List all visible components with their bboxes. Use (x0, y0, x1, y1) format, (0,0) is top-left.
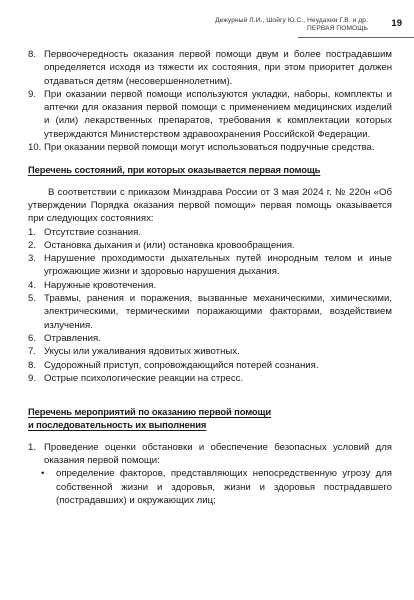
list-item-number: 9. (28, 372, 37, 384)
list-item-number: 6. (28, 332, 37, 344)
list-item (28, 252, 392, 279)
header-rule (298, 37, 414, 38)
list-item (28, 332, 392, 345)
section-heading-line: и последовательность их выполнения (28, 419, 207, 431)
list-item-text: Судорожный приступ, сопровождающийся потерей сознания. (44, 359, 319, 371)
list-item-text: При оказании первой помощи используются укладки, наборы, комплекты и аптечки для оказания первой помощи с применением медицинских изделий и (или) лекарственных препаратов, требования к комплектации которых утверждаются Министерством здравоохранения Российской Федерации. (44, 88, 392, 140)
list-item-text: Отсутствие сознания. (44, 226, 141, 238)
list-item (28, 239, 392, 252)
list-item (28, 372, 392, 385)
running-head-title: ПЕРВАЯ ПОМОЩЬ (306, 25, 368, 33)
list-item (28, 226, 392, 239)
list-item-text: Нарушение проходимости дыхательных путей инородным телом и иные угрожающие жизни и здоровью нарушения дыхания. (44, 253, 392, 278)
list-item (28, 279, 392, 292)
list-item (28, 292, 392, 332)
list-item-number: 10. (28, 142, 42, 154)
list-item-text: Первоочередность оказания первой помощи двум и более пострадавшим определяется исходя из тяжести их состояния, при этом приоритет должен отдаваться детям (несовершеннолетним). (44, 49, 392, 87)
list-item-number: 1. (28, 441, 37, 453)
bullet-item (28, 467, 392, 507)
page-body (28, 48, 392, 507)
list-item-text: Проведение оценки обстановки и обеспечение безопасных условий для оказания первой помощи: (44, 441, 392, 467)
list-item (28, 345, 392, 358)
list-item (28, 441, 392, 468)
running-head-authors: Дежурный Л.И., Шойгу Ю.С., Неудахин Г.В. и др. (215, 17, 368, 24)
section-heading-line: Перечень мероприятий по оказанию первой помощи (28, 406, 272, 418)
numbered-list-continued (28, 48, 392, 154)
list-item-text: Отравления. (44, 332, 101, 344)
page-number: 19 (391, 18, 402, 29)
list-item (28, 48, 392, 88)
section-heading-conditions: Перечень состояний, при которых оказывается первая помощь (28, 164, 321, 176)
list-item (28, 359, 392, 372)
list-item-text: Наружные кровотечения. (44, 279, 157, 291)
list-item-text: Укусы или ужаливания ядовитых животных. (44, 346, 240, 358)
list-item-number: 4. (28, 279, 37, 291)
list-item-number: 1. (28, 226, 37, 238)
section-intro-paragraph: В соответствии с приказом Минздрава России от 3 мая 2024 г. № 220н «Об утверждении Порядка оказания первой помощи» первая помощь оказывается при следующих состояниях: (28, 186, 392, 225)
list-item-number: 7. (28, 346, 37, 358)
list-item-number: 9. (28, 88, 37, 100)
list-item (28, 88, 392, 141)
bullet-marker: • (41, 468, 45, 480)
conditions-list (28, 226, 392, 386)
bullet-item-text: определение факторов, представляющих непосредственную угрозу для собственной жизни и здоровья, жизни и здоровья пострадавшего (пострадавших) и окружающих лиц; (56, 468, 392, 506)
list-item-number: 5. (28, 293, 37, 305)
list-item-number: 8. (28, 359, 37, 371)
list-item-text: Травмы, ранения и поражения, вызванные механическими, химическими, электрическими, термическими поражающими факторами, воздействием излучения. (44, 293, 392, 331)
list-item-number: 2. (28, 239, 37, 251)
list-item (28, 141, 392, 154)
running-head (118, 17, 368, 34)
list-item-number: 8. (28, 49, 37, 60)
list-item-text: Остановка дыхания и (или) остановка кровообращения. (44, 239, 295, 251)
list-item-text: При оказании первой помощи могут использоваться подручные средства. (44, 142, 375, 154)
list-item-number: 3. (28, 253, 37, 265)
section-heading-measures (28, 405, 392, 432)
list-item-text: Острые психологические реакции на стресс. (44, 372, 244, 384)
